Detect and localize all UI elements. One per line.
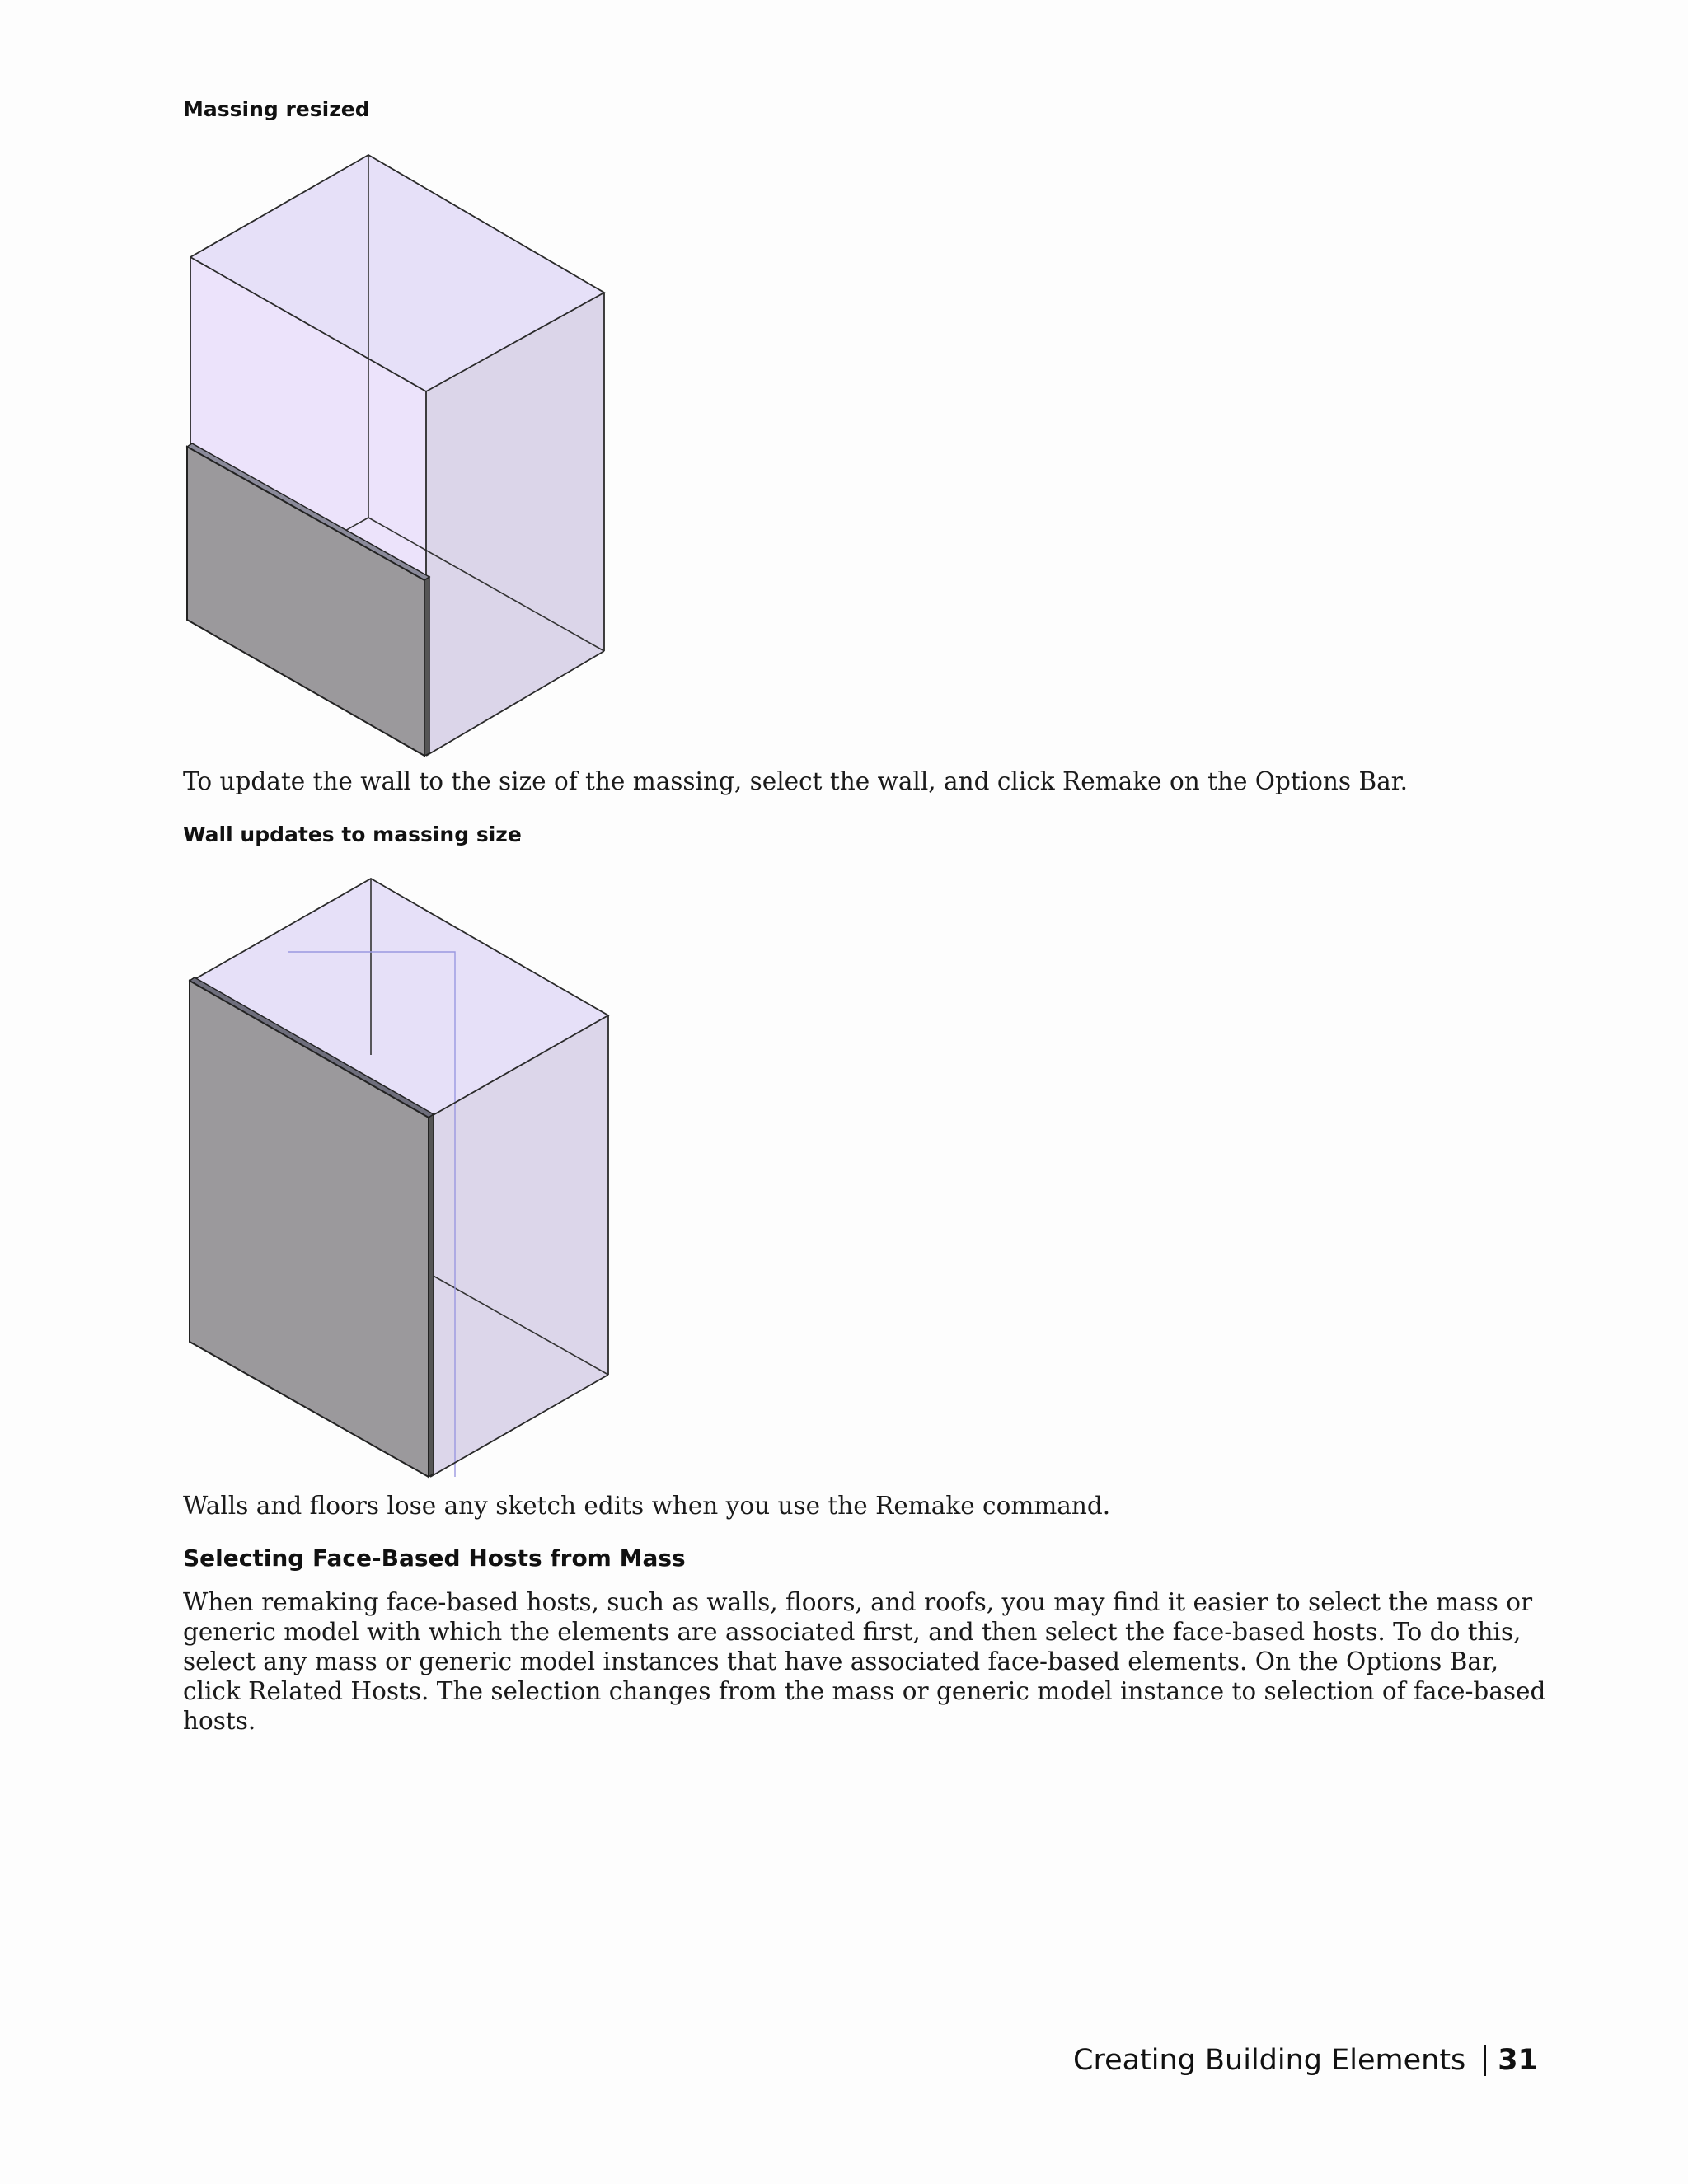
wall-end <box>429 1114 434 1477</box>
paragraph-sketch-edits: Walls and floors lose any sketch edits when you use the Remake command. <box>183 1492 1111 1520</box>
page-footer <box>1073 2044 1538 2077</box>
section-heading: Selecting Face-Based Hosts from Mass <box>183 1544 686 1572</box>
wall-updates-figure <box>177 869 622 1479</box>
figure-caption-massing-resized: Massing resized <box>183 97 370 121</box>
page-number: 31 <box>1498 2044 1538 2077</box>
figure-caption-wall-updates: Wall updates to massing size <box>183 823 522 846</box>
wall-end <box>424 577 429 756</box>
massing-resized-figure <box>177 148 622 762</box>
footer-separator <box>1484 2045 1486 2076</box>
footer-chapter-title: Creating Building Elements <box>1073 2044 1466 2077</box>
section-body: When remaking face-based hosts, such as walls, floors, and roofs, you may find it easier to select the mass or generic model with which the elements are associated first, and then select the face-based hosts. To do this, select any mass or generic model instances that have associated face-based elements. On the Options Bar, click Related Hosts. The selection changes from the mass or generic model instance to selection of face-based hosts. <box>183 1588 1546 1735</box>
paragraph-remake-instruction: To update the wall to the size of the massing, select the wall, and click Remake on the Options Bar. <box>183 767 1408 795</box>
